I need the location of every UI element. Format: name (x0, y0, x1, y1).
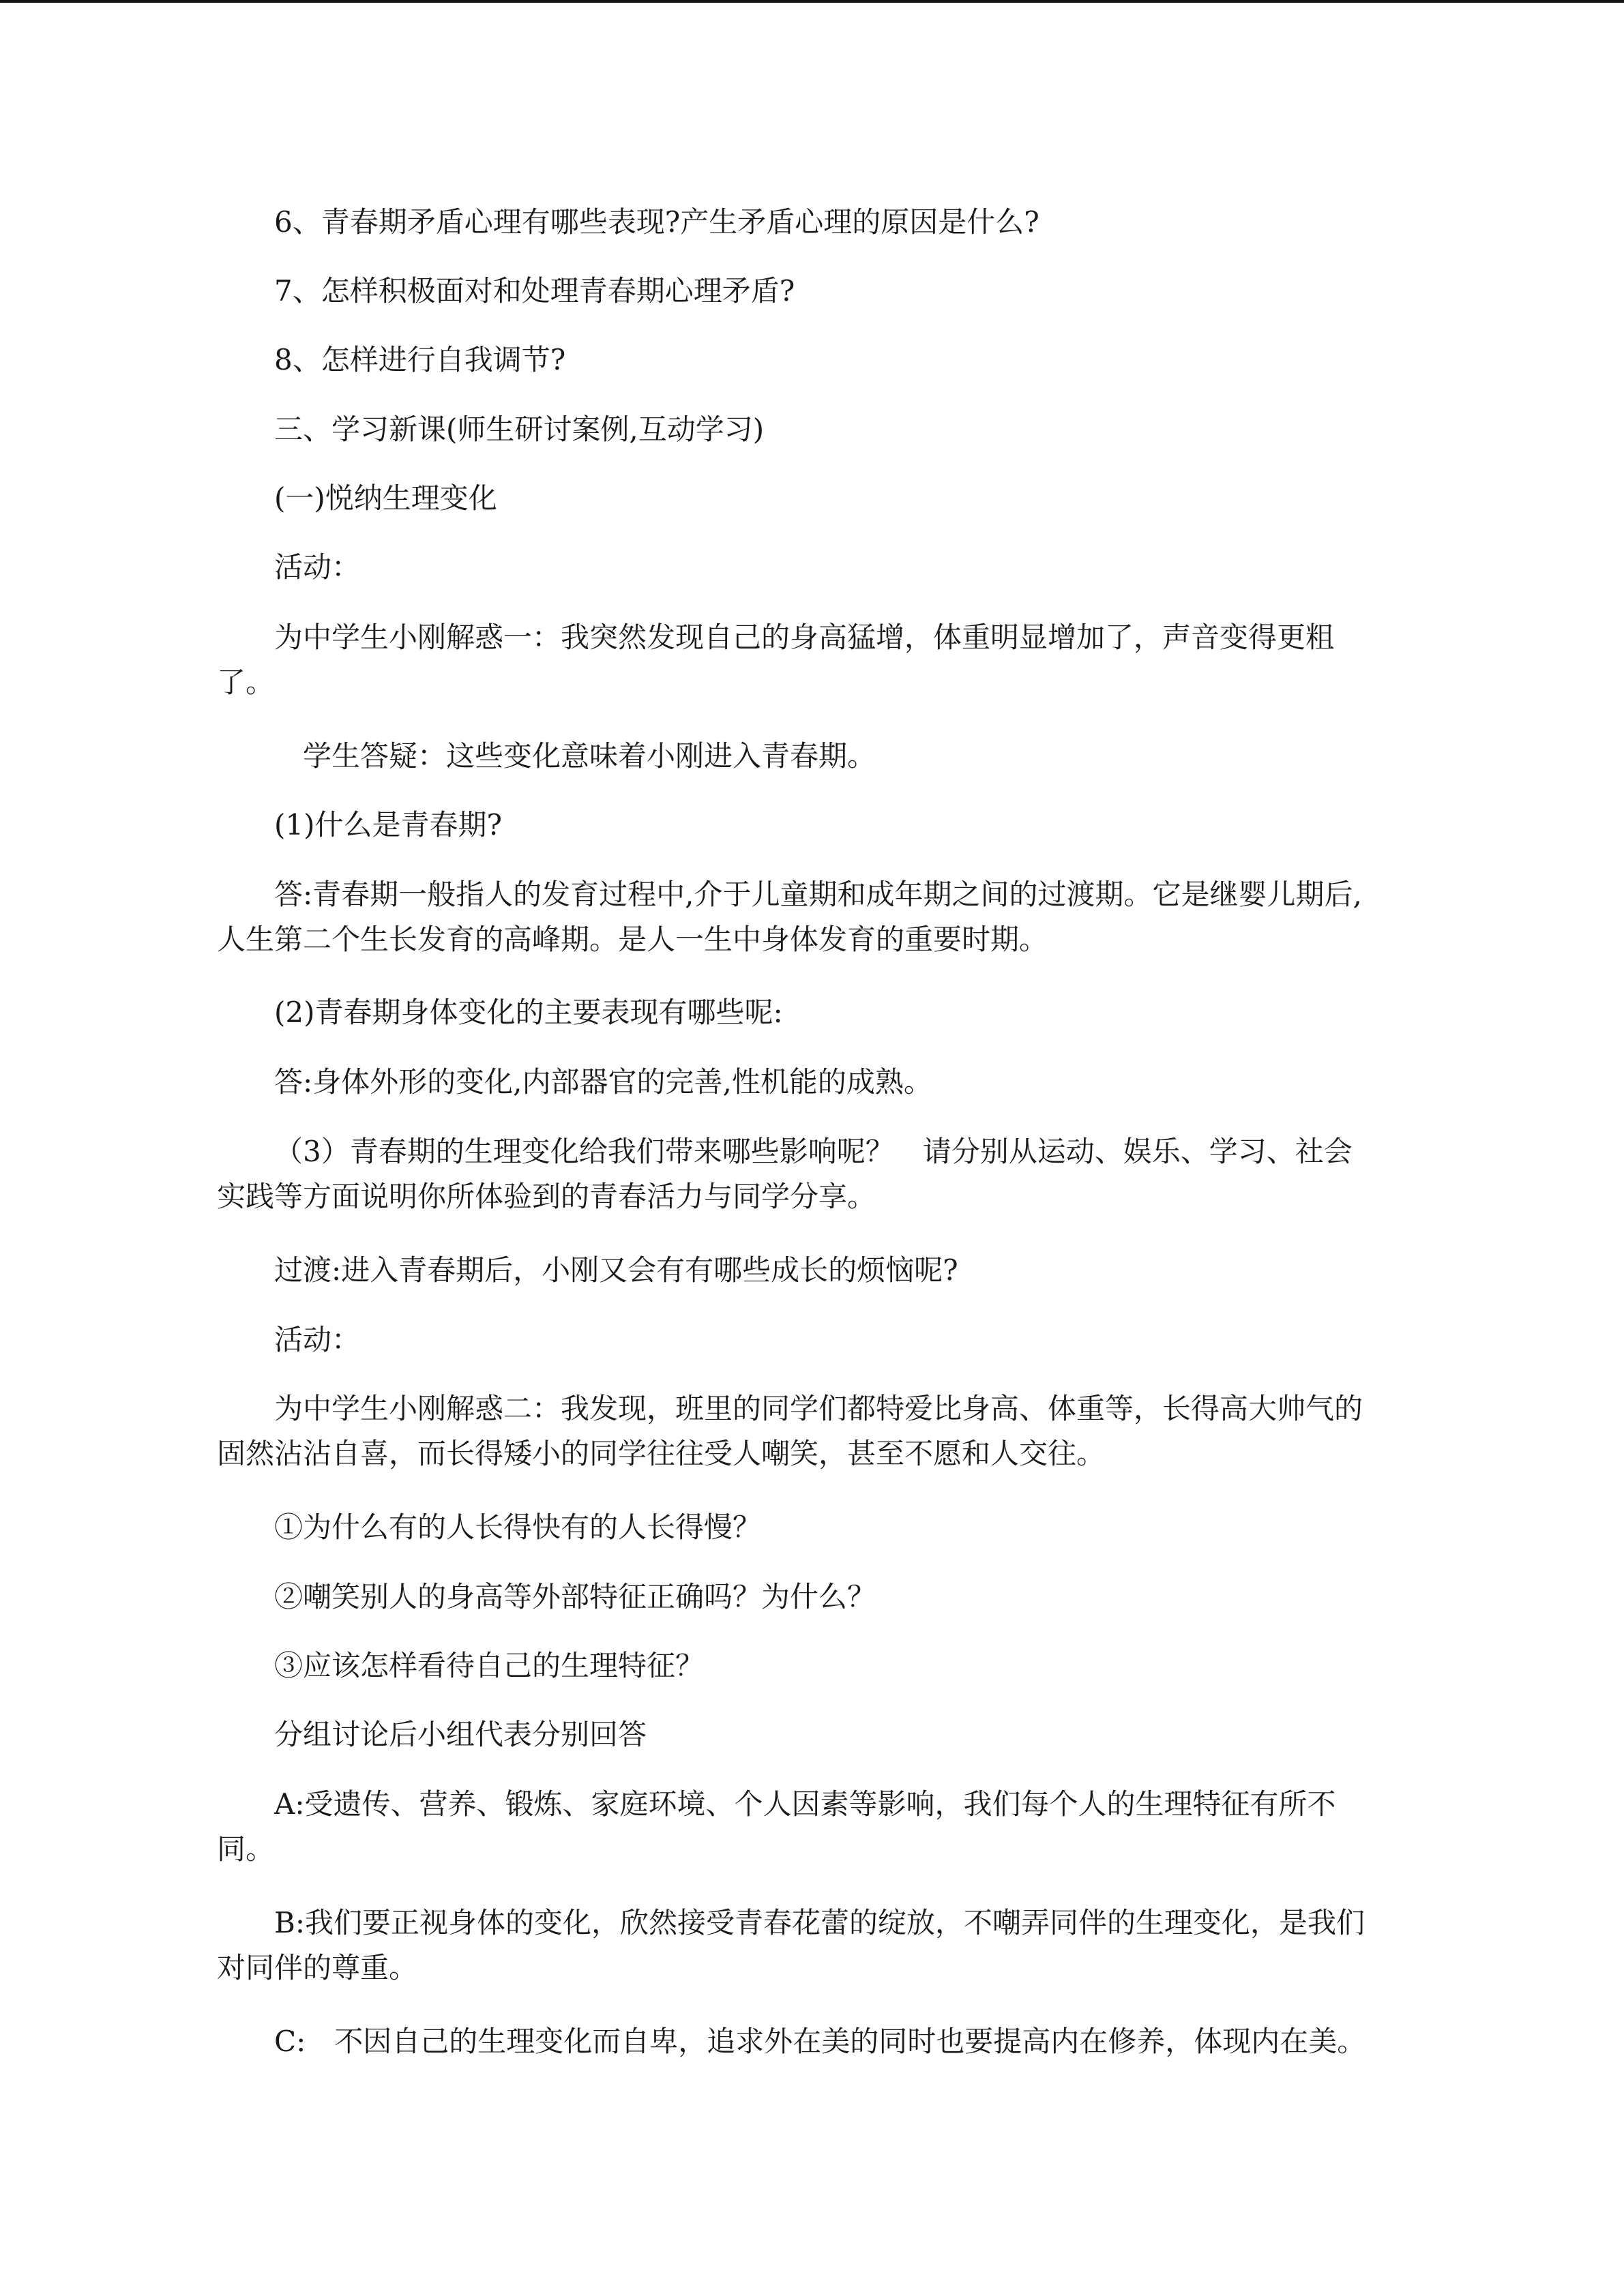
answer-c: C: 不因自己的生理变化而自卑，追求外在美的同时也要提高内在修养，体现内在美。 (274, 2025, 1366, 2058)
activity-label-1: 活动： (274, 550, 361, 584)
question-what-is-puberty: (1)什么是青春期? (274, 808, 503, 841)
answer-what-is-puberty: 答:青春期一般指人的发育过程中,介于儿童期和成年期之间的过渡期。它是继婴儿期后,人生第二个生长发育的高峰期。是人一生中身体发育的重要时期。 (217, 878, 1362, 956)
subsection-heading-physiology: (一)悦纳生理变化 (274, 481, 497, 515)
section-heading-new-lesson: 三、学习新课(师生研讨案例,互动学习) (274, 413, 765, 446)
case-paragraph-2: 为中学生小刚解惑二：我发现，班里的同学们都特爱比身高、体重等，长得高大帅气的固然沾沾自喜，而长得矮小的同学往往受人嘲笑，甚至不愿和人交往。 (217, 1392, 1363, 1470)
answer-a: A:受遗传、营养、锻炼、家庭环境、个人因素等影响，我们每个人的生理特征有所不同。 (217, 1787, 1336, 1866)
question-body-changes: (2)青春期身体变化的主要表现有哪些呢: (274, 996, 783, 1029)
discussion-question-3: ③应该怎样看待自己的生理特征？ (274, 1649, 705, 1682)
student-answer: 学生答疑：这些变化意味着小刚进入青春期。 (303, 739, 876, 773)
activity-label-2: 活动： (274, 1323, 361, 1356)
discussion-question-2: ②嘲笑别人的身高等外部特征正确吗？为什么？ (274, 1580, 876, 1613)
answer-b: B:我们要正视身体的变化，欣然接受青春花蕾的绽放，不嘲弄同伴的生理变化，是我们对同伴的尊重。 (217, 1906, 1365, 1984)
group-discussion-note: 分组讨论后小组代表分别回答 (274, 1718, 647, 1751)
question-7: 7、怎样积极面对和处理青春期心理矛盾? (274, 274, 795, 308)
document-page (217, 0, 1370, 2296)
case-paragraph-1: 为中学生小刚解惑一：我突然发现自己的身高猛增，体重明显增加了，声音变得更粗了。 (217, 621, 1335, 699)
discussion-question-1: ①为什么有的人长得快有的人长得慢？ (274, 1510, 762, 1544)
answer-body-changes: 答:身体外形的变化,内部器官的完善,性机能的成熟。 (274, 1065, 932, 1099)
question-8: 8、怎样进行自我调节? (274, 343, 566, 376)
transition-paragraph: 过渡:进入青春期后，小刚又会有有哪些成长的烦恼呢? (274, 1253, 958, 1287)
question-6: 6、青春期矛盾心理有哪些表现?产生矛盾心理的原因是什么? (274, 205, 1039, 239)
question-influences: （3）青春期的生理变化给我们带来哪些影响呢？ 请分别从运动、娱乐、学习、社会实践等方面说明你所体验到的青春活力与同学分享。 (217, 1135, 1353, 1213)
